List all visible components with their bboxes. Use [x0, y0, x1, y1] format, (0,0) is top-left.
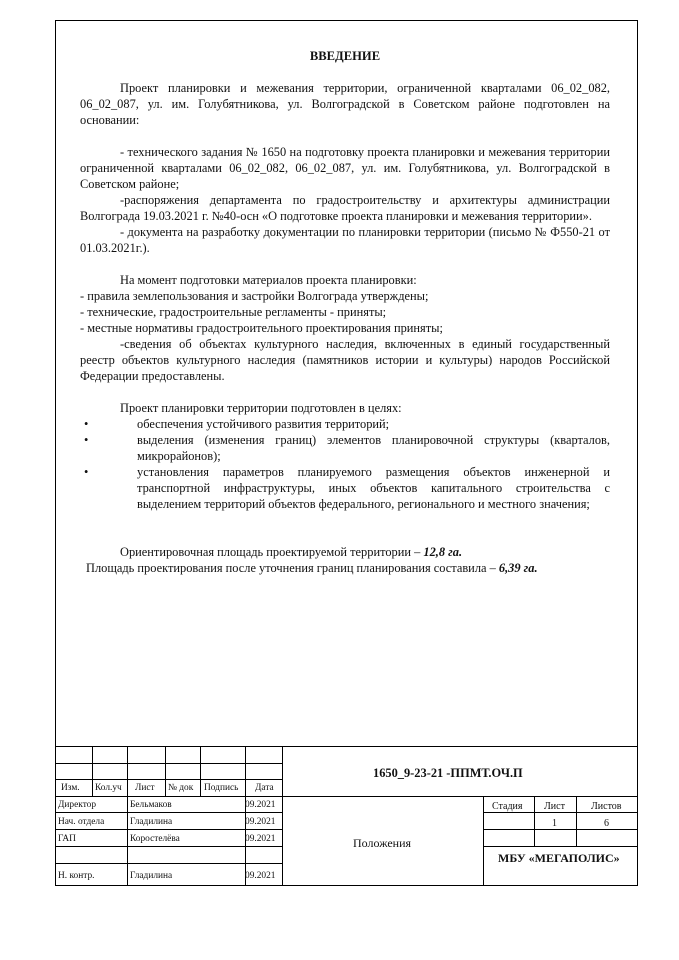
status-item: - местные нормативы градостроительного проектирования приняты; [80, 321, 443, 335]
sheets-label: Листов [591, 801, 622, 812]
document-name: Положения [353, 836, 412, 850]
status-heading: На момент подготовки материалов проекта планировки: [120, 273, 417, 287]
sheet-label: Лист [544, 801, 565, 812]
bullet-icon: • [84, 417, 89, 431]
goal-item [80, 416, 610, 432]
stage-label: Стадия [492, 801, 523, 812]
organization-name: МБУ «МЕГАПОЛИС» [498, 851, 620, 865]
basis-item: -распоряжения департамента по градостроительству и архитектуры администрации Волгограда 19.03.2021 г. №40-осн «О подготовке проекта планировки и межевания территории». [80, 193, 610, 223]
row-name: Гладилина [130, 817, 173, 827]
row-date: 09.2021 [245, 834, 276, 844]
row-role: Нач. отдела [58, 817, 105, 827]
goal-text: установления параметров планируемого размещения объектов инженерной и транспортной инфраструктуры, иных объектов капитального строительства с выделением территорий объектов федерального, регионального и местного значения; [137, 465, 610, 511]
status-item: - технические, градостроительные регламенты - приняты; [80, 305, 387, 319]
document-body [80, 48, 610, 576]
area-final-value: 6,39 га. [498, 561, 538, 575]
header-date: Дата [255, 783, 274, 793]
row-name: Бельмаков [130, 800, 172, 810]
row-date: 09.2021 [245, 800, 276, 810]
row-name: Коростелёва [130, 834, 180, 844]
row-role: Н. контр. [58, 871, 95, 881]
basis-item: - документа на разработку документации по планировки территории (письмо № Ф550-21 от 01.03.2021г.). [80, 225, 610, 255]
title-block [55, 746, 638, 886]
document-title: ВВЕДЕНИЕ [309, 49, 381, 63]
sheet-value: 1 [552, 818, 557, 829]
basis-item: - технического задания № 1650 на подготовку проекта планировки и межевания территории ограниченной кварталами 06_02_082, 06_02_087, ул. им. Голубятникова, ул. Волгоградской в Советском районе; [80, 145, 610, 191]
status-item: -сведения об объектах культурного наследия, включенных в единый государственный реестр объектов культурного наследия (памятников истории и культуры) народов Российской Федерации предоставлены. [80, 337, 610, 383]
header-sign: Подпись [204, 783, 239, 793]
status-item: - правила землепользования и застройки Волгограда утверждены; [80, 289, 429, 303]
area-estimate [80, 544, 610, 560]
area-estimate-label: Ориентировочная площадь проектируемой территории – [120, 545, 424, 559]
goal-text: обеспечения устойчивого развития территорий; [137, 417, 390, 431]
area-final [80, 560, 610, 576]
header-doc: № док [168, 783, 194, 793]
row-date: 09.2021 [245, 817, 276, 827]
goal-item [80, 464, 610, 512]
row-role: ГАП [58, 834, 76, 844]
bullet-icon: • [84, 465, 89, 479]
goal-item [80, 432, 610, 464]
header-izm: Изм. [61, 783, 80, 793]
bullet-icon: • [84, 433, 89, 447]
area-final-label: Площадь проектирования после уточнения границ планирования составила – [86, 561, 499, 575]
sheets-value: 6 [604, 818, 609, 829]
intro-paragraph: Проект планировки и межевания территории, ограниченной кварталами 06_02_082, 06_02_087, ул. им. Голубятникова, ул. Волгоградской в Советском районе подготовлен на основании: [80, 81, 610, 127]
header-kol: Кол.уч [95, 783, 122, 793]
area-estimate-value: 12,8 га. [423, 545, 463, 559]
header-list: Лист [135, 783, 155, 793]
goal-text: выделения (изменения границ) элементов планировочной структуры (кварталов, микрорайонов); [137, 433, 610, 463]
row-name: Гладилина [130, 871, 173, 881]
row-date: 09.2021 [245, 871, 276, 881]
document-code: 1650_9-23-21 -ППМТ.ОЧ.П [373, 766, 523, 780]
row-role: Директор [58, 800, 97, 810]
goals-heading: Проект планировки территории подготовлен в целях: [120, 401, 402, 415]
